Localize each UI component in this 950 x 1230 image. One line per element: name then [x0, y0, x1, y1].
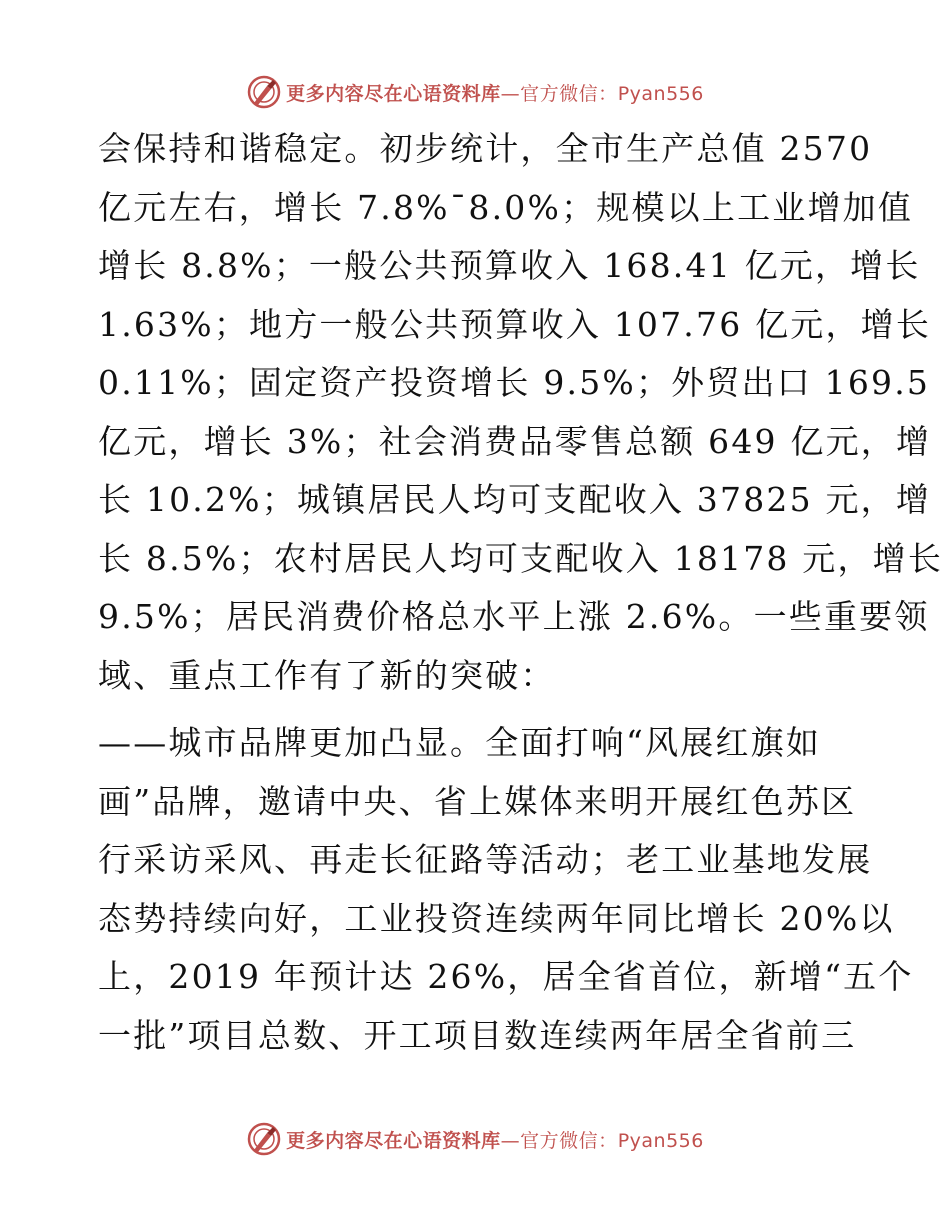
pen-logo-icon [246, 74, 282, 110]
header-watermark [0, 72, 950, 112]
text-line: 行采访采风、再走长征路等活动；老工业基地发展 [98, 840, 873, 879]
text-line: 增长 8.8%；一般公共预算收入 168.41 亿元，增长 [98, 246, 921, 285]
text-line: 域、重点工作有了新的突破： [98, 655, 556, 695]
text-line: 一批”项目总数、开工项目数连续两年居全省前三 [98, 1015, 857, 1055]
pen-logo-icon [246, 1121, 282, 1157]
text-line: 0.11%；固定资产投资增长 9.5%；外贸出口 169.5 [98, 363, 931, 402]
text-line: 长 10.2%；城镇居民人均可支配收入 37825 元，增 [98, 480, 932, 519]
text-line: 亿元左右，增长 7.8%¯8.0%；规模以上工业增加值 [98, 187, 914, 227]
text-line: 画”品牌，邀请中央、省上媒体来明开展红色苏区 [98, 781, 857, 821]
document-body [98, 120, 944, 1065]
text-line: 态势持续向好，工业投资连续两年同比增长 20%以 [98, 898, 895, 938]
text-line: 亿元，增长 3%；社会消费品零售总额 649 亿元，增 [98, 421, 932, 461]
text-line: 长 8.5%；农村居民人均可支配收入 18178 元，增长 [98, 538, 944, 578]
text-line: ——城市品牌更加凸显。全面打响“风展红旗如 [98, 723, 822, 762]
text-line: 9.5%；居民消费价格总水平上涨 2.6%。一些重要领 [98, 597, 930, 636]
text-line: 上，2019 年预计达 26%，居全省首位，新增“五个 [98, 957, 914, 996]
paragraph-statistics [98, 120, 944, 705]
footer-watermark [0, 1119, 950, 1159]
watermark-text: 更多内容尽在心语资料库—官方微信：Pyan556 [286, 1129, 704, 1152]
paragraph-city-brand [98, 714, 914, 1065]
text-line: 1.63%；地方一般公共预算收入 107.76 亿元，增长 [98, 304, 932, 344]
watermark-text: 更多内容尽在心语资料库—官方微信：Pyan556 [286, 82, 704, 105]
text-line: 会保持和谐稳定。初步统计，全市生产总值 2570 [98, 129, 873, 168]
